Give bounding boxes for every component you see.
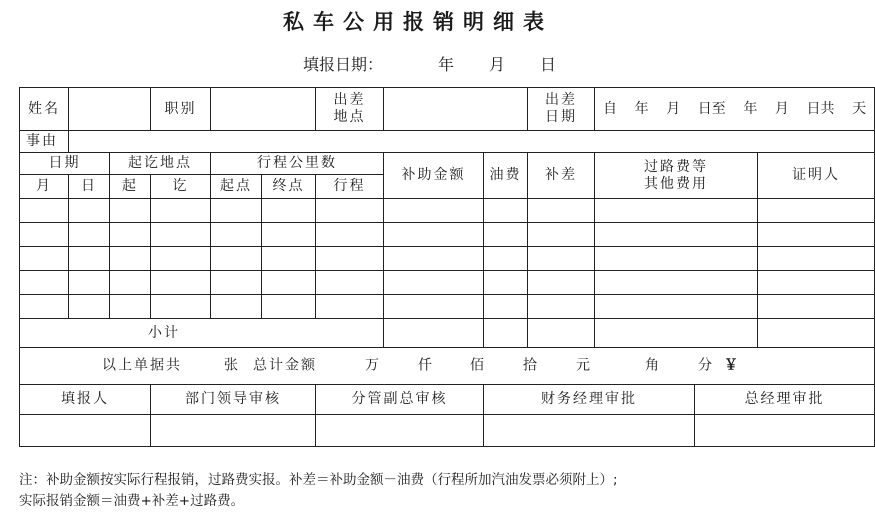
table-row [20, 271, 875, 295]
table-row [20, 295, 875, 319]
approval-header-row [20, 385, 875, 415]
approval-dept-label: 部门领导审核 [151, 385, 316, 415]
name-field[interactable] [69, 88, 151, 131]
approval-gm-sign[interactable] [695, 415, 875, 447]
unit-bai: 佰 [470, 357, 486, 374]
toll-header: 过路费等 其他费用 [595, 153, 758, 199]
approval-filler-label: 填报人 [20, 385, 151, 415]
approval-vp-label: 分管副总审核 [316, 385, 484, 415]
subtotal-label: 小计 [20, 319, 384, 348]
total-amount-label: 总计金额 [253, 357, 317, 374]
reason-field[interactable] [69, 131, 875, 153]
reason-label: 事由 [20, 131, 69, 153]
approval-dept-sign[interactable] [151, 415, 316, 447]
day-header: 日 [69, 175, 110, 199]
month-header: 月 [20, 175, 69, 199]
route-header: 起讫地点 [110, 153, 211, 175]
table-row [20, 247, 875, 271]
footnote-line-2: 实际报销金额＝油费+补差+过路费。 [19, 493, 245, 509]
diff-header: 补差 [528, 153, 595, 199]
mileage-header: 行程公里数 [211, 153, 384, 175]
unit-yuan: 元 [576, 357, 592, 374]
approval-finance-label: 财务经理审批 [484, 385, 695, 415]
unit-fen: 分 [698, 357, 714, 374]
grand-total-cell[interactable] [20, 348, 875, 385]
date-header: 日期 [20, 153, 110, 175]
fill-date-month: 月 [489, 55, 506, 74]
end-header: 终点 [262, 175, 316, 199]
expense-table [19, 87, 875, 447]
table-row [20, 199, 875, 223]
total-sheets-unit: 张 [224, 357, 240, 374]
position-label: 职别 [151, 88, 211, 131]
total-prefix: 以上单据共 [102, 357, 182, 374]
footnote [19, 470, 829, 512]
unit-qian: 仟 [418, 357, 434, 374]
unit-wan: 万 [365, 357, 381, 374]
witness-header: 证明人 [758, 153, 875, 199]
approval-finance-sign[interactable] [484, 415, 695, 447]
grand-total-row [20, 348, 875, 385]
to-header: 讫 [151, 175, 211, 199]
trip-place-field[interactable] [384, 88, 528, 131]
unit-jiao: 角 [645, 357, 661, 374]
distance-header: 行程 [316, 175, 384, 199]
fill-date-label: 填报日期： [303, 55, 384, 74]
from-header: 起 [110, 175, 151, 199]
form-title: 私车公用报销明细表 [283, 10, 553, 34]
fill-date-day: 日 [540, 55, 557, 74]
approval-filler-sign[interactable] [20, 415, 151, 447]
fill-date-year: 年 [438, 55, 455, 74]
subsidy-header: 补助金额 [384, 153, 484, 199]
unit-shi: 拾 [523, 357, 539, 374]
approval-sign-row [20, 415, 875, 447]
name-label: 姓名 [20, 88, 69, 131]
position-field[interactable] [211, 88, 316, 131]
footnote-line-1: 注：补助金额按实际行程报销，过路费实报。补差＝补助金额－油费（行程所加汽油发票必须附上）; [19, 472, 618, 488]
approval-vp-sign[interactable] [316, 415, 484, 447]
subtotal-row [20, 319, 875, 348]
header-row-traveler [20, 88, 875, 131]
reason-row [20, 131, 875, 153]
start-header: 起点 [211, 175, 262, 199]
trip-date-range[interactable]: 自 年 月 日至 年 月 日共 天 [595, 88, 875, 131]
approval-gm-label: 总经理审批 [695, 385, 875, 415]
currency-symbol: ￥ [724, 357, 740, 374]
trip-date-label: 出差 日期 [528, 88, 595, 131]
table-row [20, 223, 875, 247]
trip-place-label: 出差 地点 [316, 88, 384, 131]
column-header-row-1 [20, 153, 875, 175]
fuel-header: 油费 [484, 153, 528, 199]
